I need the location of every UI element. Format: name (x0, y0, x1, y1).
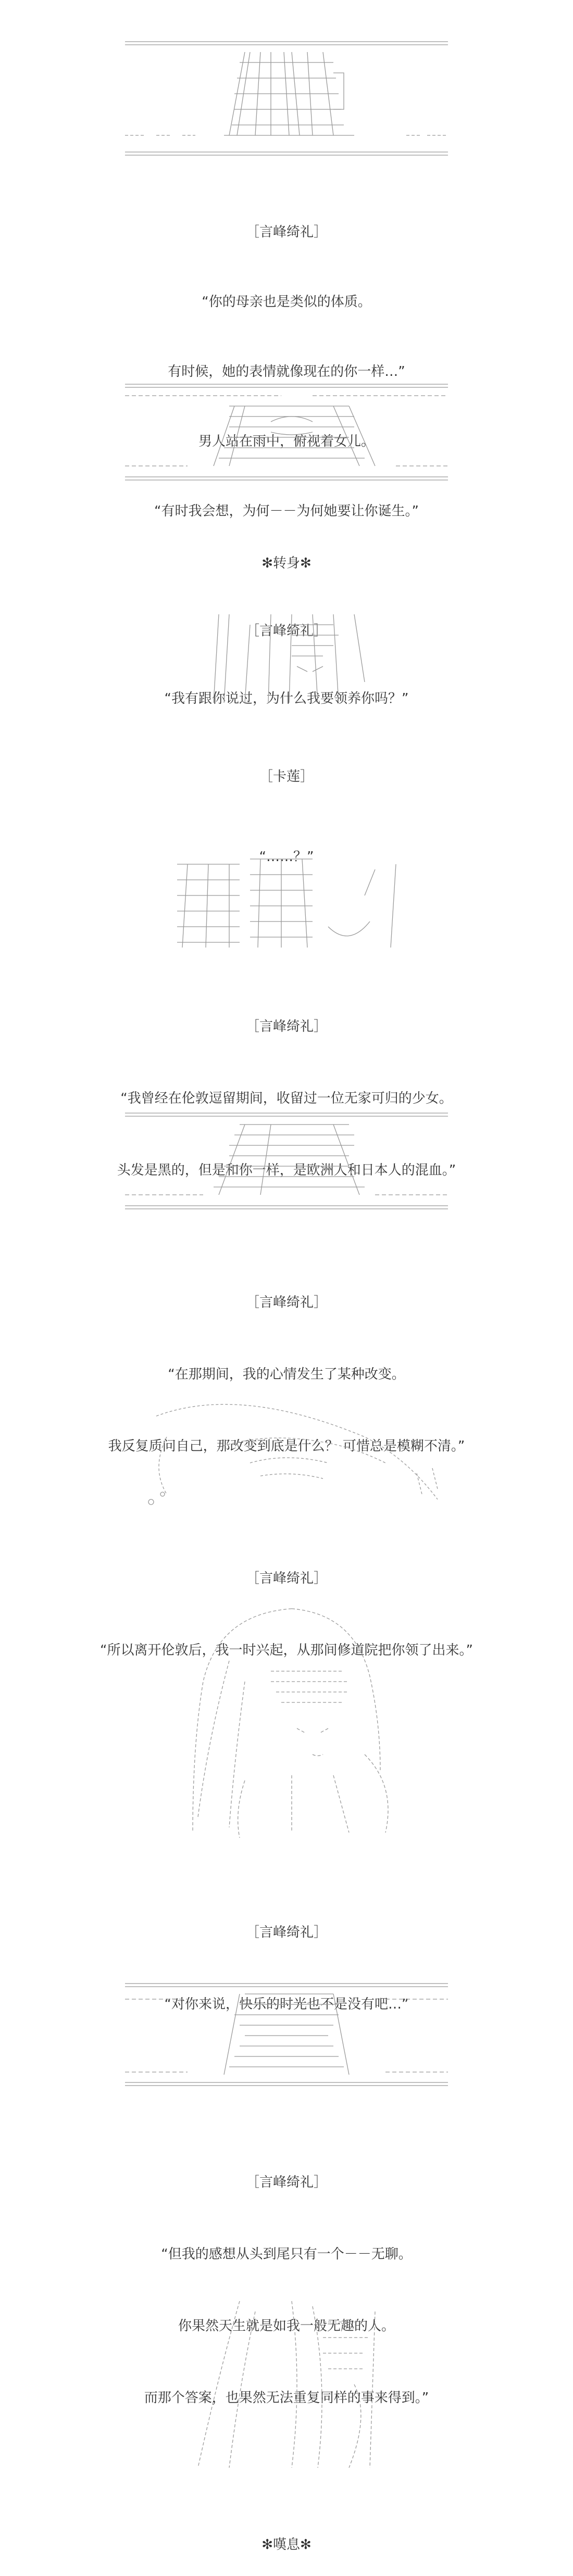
dialogue-line: “……？” (259, 849, 314, 865)
dialogue-line: “对你来说，快乐的时光也不是没有吧…” (164, 1997, 409, 2012)
dialogue-line: “但我的感想从头到尾只有一个－－无聊。 (161, 2246, 412, 2262)
dialogue-line: “我曾经在伦敦逗留期间，收留过一位无家可归的少女。 (120, 1091, 453, 1106)
dialogue-line: “有时我会想，为何－－为何她要让你诞生。” (154, 503, 419, 519)
speaker-label: ［卡莲］ (259, 769, 314, 785)
speaker-label: ［言峰绮礼］ (245, 1019, 327, 1034)
dialogue-line: 我反复质问自己，那改变到底是什么？ 可惜总是模糊不清。” (108, 1438, 465, 1454)
dialogue-line: “所以离开伦敦后，我一时兴起，从那间修道院把你领了出来。” (100, 1643, 473, 1658)
ascii-art-memory-scene (0, 849, 573, 963)
dialogue-line: 而那个答案，也果然无法重复同样的事来得到。” (144, 2390, 429, 2406)
speaker-label: ［言峰绮礼］ (245, 623, 327, 639)
speaker-label: ［言峰绮礼］ (245, 2175, 327, 2190)
ascii-art-priest-closeup (0, 1973, 573, 2103)
ascii-art-silhouette-in-rain (0, 31, 573, 167)
ascii-art-girl-closeup (0, 604, 573, 708)
speaker-label: ［言峰绮礼］ (245, 1295, 327, 1310)
ascii-art-sigh-scene (0, 2291, 573, 2478)
dialogue-line: 你果然天生就是如我一般无趣的人。 (178, 2318, 395, 2334)
action-label: ✻嘆息✻ (261, 2537, 312, 2553)
dialogue-line: 有时候，她的表情就像现在的你一样…” (168, 364, 405, 380)
speaker-label: ［言峰绮礼］ (245, 1571, 327, 1586)
dialogue-line: “在那期间，我的心情发生了某种改变。 (168, 1367, 405, 1382)
ascii-art-hands (0, 1385, 573, 1515)
dialogue-line: “你的母亲也是类似的体质。 (202, 294, 371, 310)
ascii-art-figure-reflecting (0, 1104, 573, 1223)
speaker-label: ［言峰绮礼］ (245, 224, 327, 240)
narration-line: 男人站在雨中，俯视着女儿。 (198, 434, 375, 449)
action-label: ✻转身✻ (261, 555, 312, 571)
dialogue-line: “我有跟你说过，为什么我要领养你吗？” (164, 691, 409, 706)
ascii-art-long-haired-girl (0, 1598, 573, 1848)
speaker-label: ［言峰绮礼］ (245, 1925, 327, 1940)
ascii-art-figure-turning (0, 375, 573, 495)
caption-block-9 (0, 2493, 573, 2576)
dialogue-line: 头发是黑的，但是和你一样，是欧洲人和日本人的混血。” (117, 1163, 456, 1178)
